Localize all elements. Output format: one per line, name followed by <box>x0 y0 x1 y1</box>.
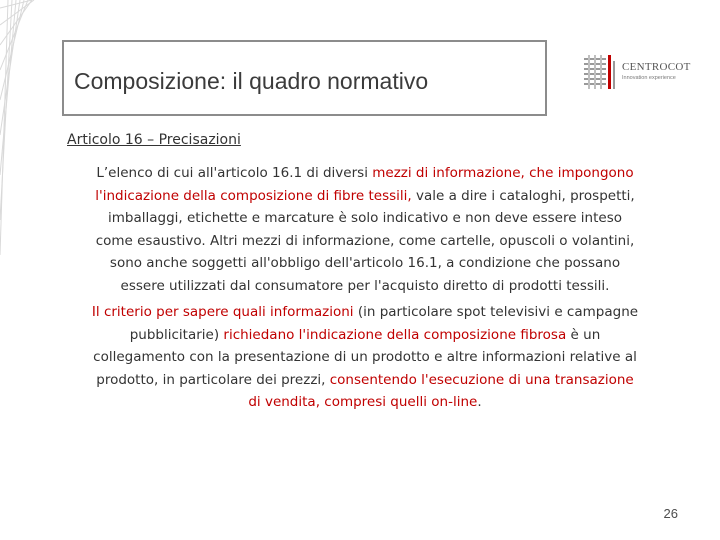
paragraph-1 <box>90 162 640 297</box>
logo-mark-icon <box>584 55 618 91</box>
logo-tagline: Innovation experience <box>622 75 676 81</box>
page-number: 26 <box>663 506 678 521</box>
slide-title: Composizione: il quadro normativo <box>74 67 429 94</box>
paragraph-1-highlight: mezzi di informazione, che impongono l'indicazione della composizione di fibre tessili, <box>95 165 634 204</box>
paragraph-1-text: vale a dire i cataloghi, prospetti, imballaggi, etichette e marcature è solo indicativo e non deve essere inteso come esaustivo. Altri mezzi di informazione, come cartelle, opuscoli o volantini, sono anche soggetti all'obbligo dell'articolo 16.1, a condizione che possano essere utilizzati dal consumatore per l'acquisto diretto di prodotti tessili. <box>95 187 635 294</box>
paragraph-2 <box>90 301 640 414</box>
article-subheading: Articolo 16 – Precisazioni <box>67 132 241 148</box>
paragraph-2-highlight: consentendo l'esecuzione di una transazione di vendita, compresi quelli on-line <box>248 371 634 410</box>
paragraph-2-text: . <box>477 394 482 410</box>
paragraph-2-text: è un collegamento con la presentazione di un prodotto e altre informazioni relative al prodotto, in particolare dei prezzi, <box>93 326 637 388</box>
paragraph-2-highlight: Il criterio per sapere quali informazioni <box>91 304 354 320</box>
paragraph-2-text: (in particolare spot televisivi e campagne pubblicitarie) <box>129 304 639 343</box>
corner-decoration <box>0 0 40 260</box>
title-box <box>62 40 547 116</box>
body-text <box>90 162 640 414</box>
paragraph-1-text: L’elenco di cui all'articolo 16.1 di diversi <box>96 165 373 181</box>
centrocot-logo <box>584 53 690 93</box>
logo-name: CENTROCOT <box>622 61 691 73</box>
paragraph-2-highlight: richiedano l'indicazione della composizione fibrosa <box>223 326 567 343</box>
